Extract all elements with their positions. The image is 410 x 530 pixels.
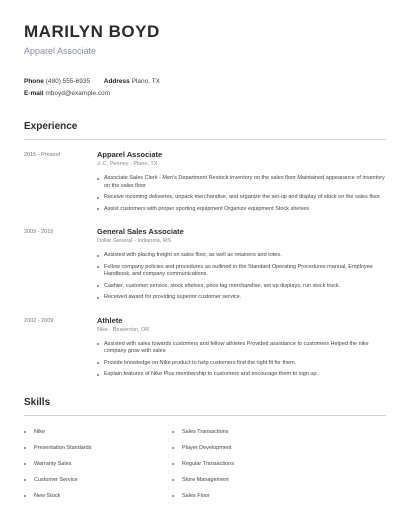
section-divider [24,415,386,416]
job-company: Dollar General - Indianola, MS [97,238,171,244]
skill-item: Sales Floor [172,492,320,500]
experience-section [24,121,386,379]
skill-item: Warranty Sales [24,460,172,468]
skills-heading: Skills [24,396,51,408]
bullet-item: Follow company policies and procedures as outlined in the Standard Operating Procedures manual, Employee Handbook, and company communications. [97,264,386,279]
bullet-item: Receive incoming deliveries, unpack merchandise, and organize the set-up and display of stock on the sales floor. [97,194,386,202]
job-entry [24,316,386,379]
bullet-item: Associate Sales Clerk - Men's Department Restock inventory on the sales floor Maintained appearance of inventory on the sales floor [97,175,386,190]
job-entry [24,150,386,213]
job-company: J. C. Penney - Plano, TX [97,161,158,167]
job-title: Athlete [97,315,123,325]
job-bullets [97,252,386,302]
job-dates: 2009 - 2015 [24,229,54,235]
section-divider [24,139,386,140]
skills-list [24,428,386,500]
skill-item: Player Development [172,444,320,452]
email-label: E-mail [24,90,44,97]
skill-item: Presentation Standards [24,444,172,452]
job-dates: 2015 - Present [24,152,61,158]
email-value: mboyd@example.com [45,90,111,97]
contact-row [24,76,386,87]
bullet-item: Received award for providing superior customer service. [97,294,386,302]
bullet-item: Assist customers with proper sporting equipment Organize equipment Stock shelves [97,206,386,214]
phone-label: Phone [24,78,44,85]
email-row [24,88,386,99]
skill-item: Nike [24,428,172,436]
job-bullets [97,341,386,379]
address-value: Plano, TX [131,78,161,85]
bullet-item: Explain features of Nike Plus membership to customers and encourage them to sign up. [97,371,386,379]
bullet-item: Provide knowledge on Nike product to help customers find the right fit for them. [97,360,386,368]
skill-item: Regular Transactions [172,460,320,468]
experience-heading: Experience [24,121,78,132]
candidate-name: MARILYN BOYD [24,22,160,41]
skill-item: Store Management [172,476,320,484]
bullet-item: Assisted with placing freight on sales floor, as well as retainers and totes. [97,252,386,260]
job-entry [24,227,386,302]
job-company: Nike - Beaverton, OR [97,326,150,333]
job-dates: 2002 - 2009 [24,317,54,324]
skill-item: Customer Service [24,476,172,484]
job-title: General Sales Associate [97,227,184,236]
skill-item: Sales Transactions [172,428,320,436]
skills-section [24,397,386,500]
candidate-role: Apparel Associate [24,46,97,56]
bullet-item: Cashier, customer service, stock shelves, price tag merchandise, set up displays, run stock truck. [97,283,386,291]
job-title: Apparel Associate [97,150,163,159]
bullet-item: Assisted with sales towards customers and fellow athletes Provided assistance to customers Helped the nike company grow with sales [97,341,386,356]
job-bullets [97,175,386,213]
resume-page [24,22,386,500]
phone-value: (480) 555-6935 [45,78,91,85]
skill-item: New Stock [24,492,172,500]
address-label: Address [103,78,130,85]
